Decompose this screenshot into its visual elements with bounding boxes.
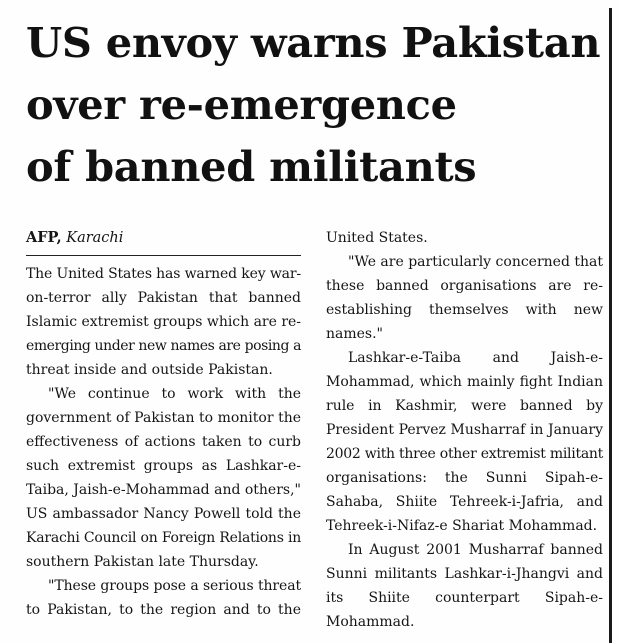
body-line: its Shiite counterpart Sipah-e- [326,590,603,606]
article-column-left [26,226,301,622]
body-line: threat inside and outside Pakistan. [26,362,273,378]
body-line: on-terror ally Pakistan that banned [26,290,301,306]
body-line: In August 2001 Musharraf banned [348,542,603,558]
body-line: 2002 with three other extremist militant [326,446,603,462]
headline-line: of banned militants [26,142,477,191]
body-line: names." [326,326,383,342]
body-line: Sahaba, Shiite Tehreek-i-Jafria, and [326,494,603,510]
body-line: effectiveness of actions taken to curb [26,434,301,450]
body-line: Taiba, Jaish-e-Mohammad and others," [26,482,301,498]
body-line: Islamic extremist groups which are re- [26,314,301,330]
body-line: "We continue to work with the [48,386,301,402]
byline-divider [26,255,301,256]
article-column-right [326,226,603,634]
body-line: President Pervez Musharraf in January [326,422,603,438]
body-line: Mohammad, which mainly fight Indian [326,374,603,390]
body-line: The United States has warned key war- [26,266,301,282]
body-line: "We are particularly concerned that [348,254,603,270]
body-line: Sunni militants Lashkar-i-Jhangvi and [326,566,603,582]
body-line: Mohammad. [326,614,415,630]
body-line: organisations: the Sunni Sipah-e- [326,470,603,486]
body-line: US ambassador Nancy Powell told the [26,506,301,522]
body-line: Tehreek-i-Nifaz-e Shariat Mohammad. [326,518,598,534]
body-line: "These groups pose a serious threat [48,578,301,594]
body-line: rule in Kashmir, were banned by [326,398,603,414]
byline-place: Karachi [66,230,124,246]
body-line: these banned organisations are re- [326,278,603,294]
body-line: southern Pakistan late Thursday. [26,554,259,570]
body-line: government of Pakistan to monitor the [26,410,301,426]
byline [26,226,301,250]
body-line: to Pakistan, to the region and to the [26,602,301,618]
body-line: Karachi Council on Foreign Relations in [26,530,301,546]
column-rule [609,8,612,643]
body-line: Lashkar-e-Taiba and Jaish-e- [348,350,603,366]
byline-agency: AFP, [26,229,62,246]
headline-line: US envoy warns Pakistan [26,18,601,67]
body-line: United States. [326,230,428,246]
body-line: establishing themselves with new [326,302,603,318]
headline [26,12,606,198]
body-line: emerging under new names are posing a [26,338,301,354]
body-line: such extremist groups as Lashkar-e- [26,458,301,474]
headline-line: over re-emergence [26,80,457,129]
